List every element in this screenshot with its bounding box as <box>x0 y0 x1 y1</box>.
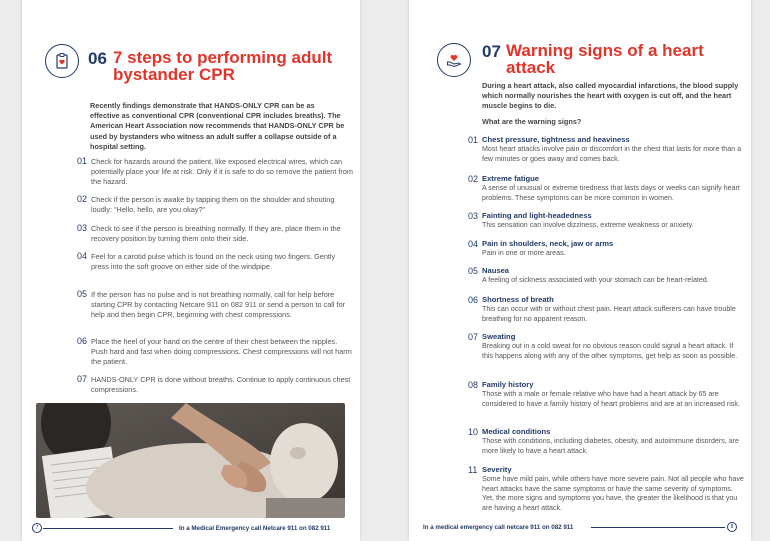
warning-sign-title: Medical conditions <box>482 427 551 436</box>
footer-rule <box>591 527 725 528</box>
step-number: 05 <box>77 289 88 299</box>
warning-sign-number: 08 <box>468 380 479 390</box>
step-text: Check if the person is awake by tapping them on the shoulder and shouting loudly: “Hello, hello, are you okay?” <box>91 195 335 215</box>
warning-sign-number: 01 <box>468 135 479 145</box>
warning-sign-description: A feeling of sickness associated with your stomach can be heart-related. <box>482 276 709 284</box>
warning-sign-description: Most heart attacks involve pain or discomfort in the chest that lasts for more than a few minutes or goes away and comes back. <box>482 145 742 163</box>
page-title: 7 steps to performing adult bystander CPR <box>113 48 333 84</box>
step-text: Check to see if the person is breathing normally. If they are, place them in the recovery position by turning them onto their side. <box>91 224 341 244</box>
warning-sign-title: Fainting and light-headedness <box>482 211 592 220</box>
warning-sign-description: Pain in one or more areas. <box>482 249 566 257</box>
left-page <box>22 0 360 541</box>
warning-sign-description: A sense of unusual or extreme tiredness that lasts days or weeks can signify heart problems. These symptoms can be more common in women. <box>482 184 740 202</box>
warning-sign-number: 11 <box>468 465 478 475</box>
warning-sign-number: 07 <box>468 332 479 342</box>
step-number: 01 <box>77 156 88 166</box>
question-heading: What are the warning signs? <box>482 117 582 126</box>
heart-hand-icon <box>437 43 471 77</box>
step-text: Place the heel of your hand on the centre of their chest between the nipples. Push hard and fast when doing compressions. Chest compressions will not harm the patient. <box>91 337 352 367</box>
step-number: 04 <box>77 251 88 261</box>
warning-sign-description: This can occur with or without chest pain. Heart attack sufferers can have trouble breathing for no apparent reason. <box>482 305 736 323</box>
warning-sign-description: Those with a male or female relative who have had a heart attack by 65 are considered to have a family history of heart problems and are at an increased risk. <box>482 390 740 408</box>
step-text: Feel for a carotid pulse which is found on the neck using two fingers. Gently press into the soft groove on either side of the windpipe. <box>91 252 336 272</box>
warning-sign-title: Pain in shoulders, neck, jaw or arms <box>482 239 614 248</box>
footer-rule <box>43 528 173 529</box>
warning-sign-title: Nausea <box>482 266 510 275</box>
clipboard-heart-icon <box>45 44 79 78</box>
warning-sign-description: This sensation can involve dizziness, extreme weakness or anxiety. <box>482 221 694 229</box>
step-text: Check for hazards around the patient, like exposed electrical wires, which can potentially place your life at risk. Only if it is safe to do so remove the patient from the hazard. <box>91 157 353 187</box>
warning-sign-description: Breaking out in a cold sweat for no obvious reason could signal a heart attack. If this happens along with any of the other symptoms, get help as soon as possible. <box>482 342 738 360</box>
warning-sign-title: Severity <box>482 465 512 474</box>
cpr-photo <box>36 403 345 518</box>
page-number: 8 <box>727 522 737 532</box>
warning-sign-title: Chest pressure, tightness and heaviness <box>482 135 630 144</box>
step-number: 07 <box>77 374 88 384</box>
warning-sign-title: Sweating <box>482 332 516 341</box>
step-text: If the person has no pulse and is not breathing normally, call for help before starting CPR by contacting Netcare 911 on 082 911 or send a person to call for help and then begin CPR, beginning with chest compressions. <box>91 290 346 320</box>
page-title: Warning signs of a heart attack <box>506 41 704 77</box>
warning-sign-number: 10 <box>468 427 479 437</box>
intro-paragraph: During a heart attack, also called myocardial infarctions, the blood supply which normally nourishes the heart with oxygen is cut off, and the heart muscle begins to die. <box>482 81 739 111</box>
step-number: 06 <box>77 336 88 346</box>
warning-sign-number: 06 <box>468 295 479 305</box>
warning-sign-number: 03 <box>468 211 479 221</box>
section-number: 07 <box>482 42 501 61</box>
section-number: 06 <box>88 49 107 68</box>
warning-sign-number: 05 <box>468 266 479 276</box>
warning-sign-number: 02 <box>468 174 479 184</box>
warning-sign-number: 04 <box>468 239 479 249</box>
right-page <box>409 0 751 541</box>
warning-sign-title: Extreme fatigue <box>482 174 539 183</box>
warning-sign-description: Those with conditions, including diabetes, obesity, and autoimmune disorders, are more likely to have a heart attack. <box>482 437 739 455</box>
page-number: 7 <box>32 523 42 533</box>
warning-sign-description: Some have mild pain, while others have more severe pain. Not all people who have heart attacks have the same symptoms or have the same severity of symptoms. Yet, the more signs and symptoms you have, the greater the likelihood is that you are having a heart attack. <box>482 475 744 512</box>
step-number: 03 <box>77 223 88 233</box>
intro-paragraph: Recently findings demonstrate that HANDS-ONLY CPR can be as effective as conventional CPR (conventional CPR includes breaths). The American Heart Association now recommends that HANDS-ONLY CPR be used by bystanders who witness an adult suffer a collapse outside of a hospital setting. <box>90 101 345 151</box>
warning-sign-title: Shortness of breath <box>482 295 554 304</box>
footer-text: In a Medical Emergency call Netcare 911 on 082 911 <box>179 525 331 532</box>
footer-text: In a medical emergency call netcare 911 on 082 911 <box>423 524 574 531</box>
step-text: HANDS-ONLY CPR is done without breaths. Continue to apply continuous chest compressions. <box>91 375 351 395</box>
warning-sign-title: Family history <box>482 380 534 389</box>
step-number: 02 <box>77 194 88 204</box>
